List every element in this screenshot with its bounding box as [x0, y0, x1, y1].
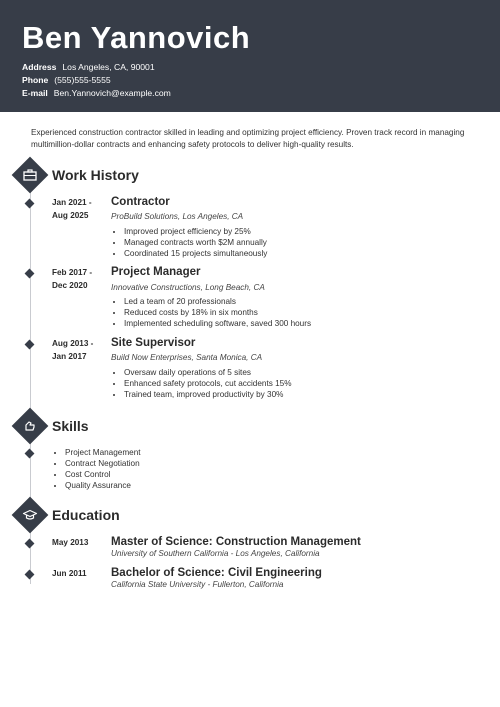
- job-company: Build Now Enterprises, Santa Monica, CA: [111, 353, 263, 362]
- graduation-cap-icon: [12, 497, 49, 534]
- list-item: • Coordinated 15 projects simultaneously: [124, 248, 267, 259]
- list-item: • Project Management: [65, 447, 141, 458]
- job-title: Project Manager: [111, 266, 201, 278]
- job-date: [52, 196, 107, 222]
- list-item: • Managed contracts worth $2M annually: [124, 237, 267, 248]
- contact-value: (555)555-5555: [54, 75, 111, 85]
- list-item: • Improved project efficiency by 25%: [124, 226, 267, 237]
- timeline-marker: [25, 449, 35, 459]
- section-title-work-history: Work History: [52, 167, 139, 183]
- contact-value: Los Angeles, CA, 90001: [62, 62, 155, 72]
- list-item: • Implemented scheduling software, saved 300 hours: [124, 318, 311, 329]
- list-item: • Oversaw daily operations of 5 sites: [124, 367, 292, 378]
- list-item: • Reduced costs by 18% in six months: [124, 307, 311, 318]
- contact-label: E-mail: [22, 88, 48, 98]
- contact-email: [22, 87, 171, 99]
- skills-icon: [12, 408, 49, 445]
- school-name: University of Southern California - Los Angeles, California: [111, 549, 320, 558]
- job-date-end: Dec 2020: [52, 281, 88, 290]
- job-title: Contractor: [111, 196, 170, 208]
- resume-header: [0, 0, 500, 112]
- section-title-education: Education: [52, 507, 120, 523]
- list-item: • Trained team, improved productivity by 30%: [124, 389, 292, 400]
- degree-title: Master of Science: Construction Management: [111, 536, 361, 548]
- job-company: ProBuild Solutions, Los Angeles, CA: [111, 212, 244, 221]
- job-date: [52, 266, 107, 292]
- timeline-marker: [25, 199, 35, 209]
- candidate-name: Ben Yannovich: [22, 20, 251, 55]
- education-date: May 2013: [52, 538, 89, 547]
- job-bullets: [111, 296, 311, 329]
- contact-phone: [22, 74, 111, 86]
- job-date-start: Aug 2013 -: [52, 339, 94, 348]
- skills-list: [52, 447, 141, 491]
- list-item: • Led a team of 20 professionals: [124, 296, 311, 307]
- timeline-marker: [25, 269, 35, 279]
- job-date-start: Jan 2021 -: [52, 198, 92, 207]
- contact-value: Ben.Yannovich@example.com: [53, 88, 171, 98]
- job-bullets: [111, 367, 292, 400]
- job-date: [52, 337, 107, 363]
- professional-summary: Experienced construction contractor skilled in leading and optimizing project efficiency. Proven track record in managing multimillion-dollar contracts and enhancing safety protocols to deliver high-quality results.: [31, 128, 465, 149]
- briefcase-icon: [12, 157, 49, 194]
- contact-label: Phone: [22, 75, 49, 85]
- school-name: California State University - Fullerton, California: [111, 580, 284, 589]
- timeline-marker: [25, 340, 35, 350]
- contact-address: [22, 61, 155, 73]
- list-item: • Contract Negotiation: [65, 458, 141, 469]
- education-date: Jun 2011: [52, 569, 87, 578]
- timeline-marker: [25, 570, 35, 580]
- job-date-start: Feb 2017 -: [52, 268, 93, 277]
- job-company: Innovative Constructions, Long Beach, CA: [111, 283, 265, 292]
- section-title-skills: Skills: [52, 418, 89, 434]
- job-bullets: [111, 226, 267, 259]
- job-title: Site Supervisor: [111, 337, 196, 349]
- list-item: • Enhanced safety protocols, cut accidents 15%: [124, 378, 292, 389]
- list-item: • Quality Assurance: [65, 480, 141, 491]
- job-date-end: Jan 2017: [52, 352, 87, 361]
- list-item: • Cost Control: [65, 469, 141, 480]
- timeline-marker: [25, 539, 35, 549]
- job-date-end: Aug 2025: [52, 211, 89, 220]
- contact-label: Address: [22, 62, 57, 72]
- degree-title: Bachelor of Science: Civil Engineering: [111, 567, 322, 579]
